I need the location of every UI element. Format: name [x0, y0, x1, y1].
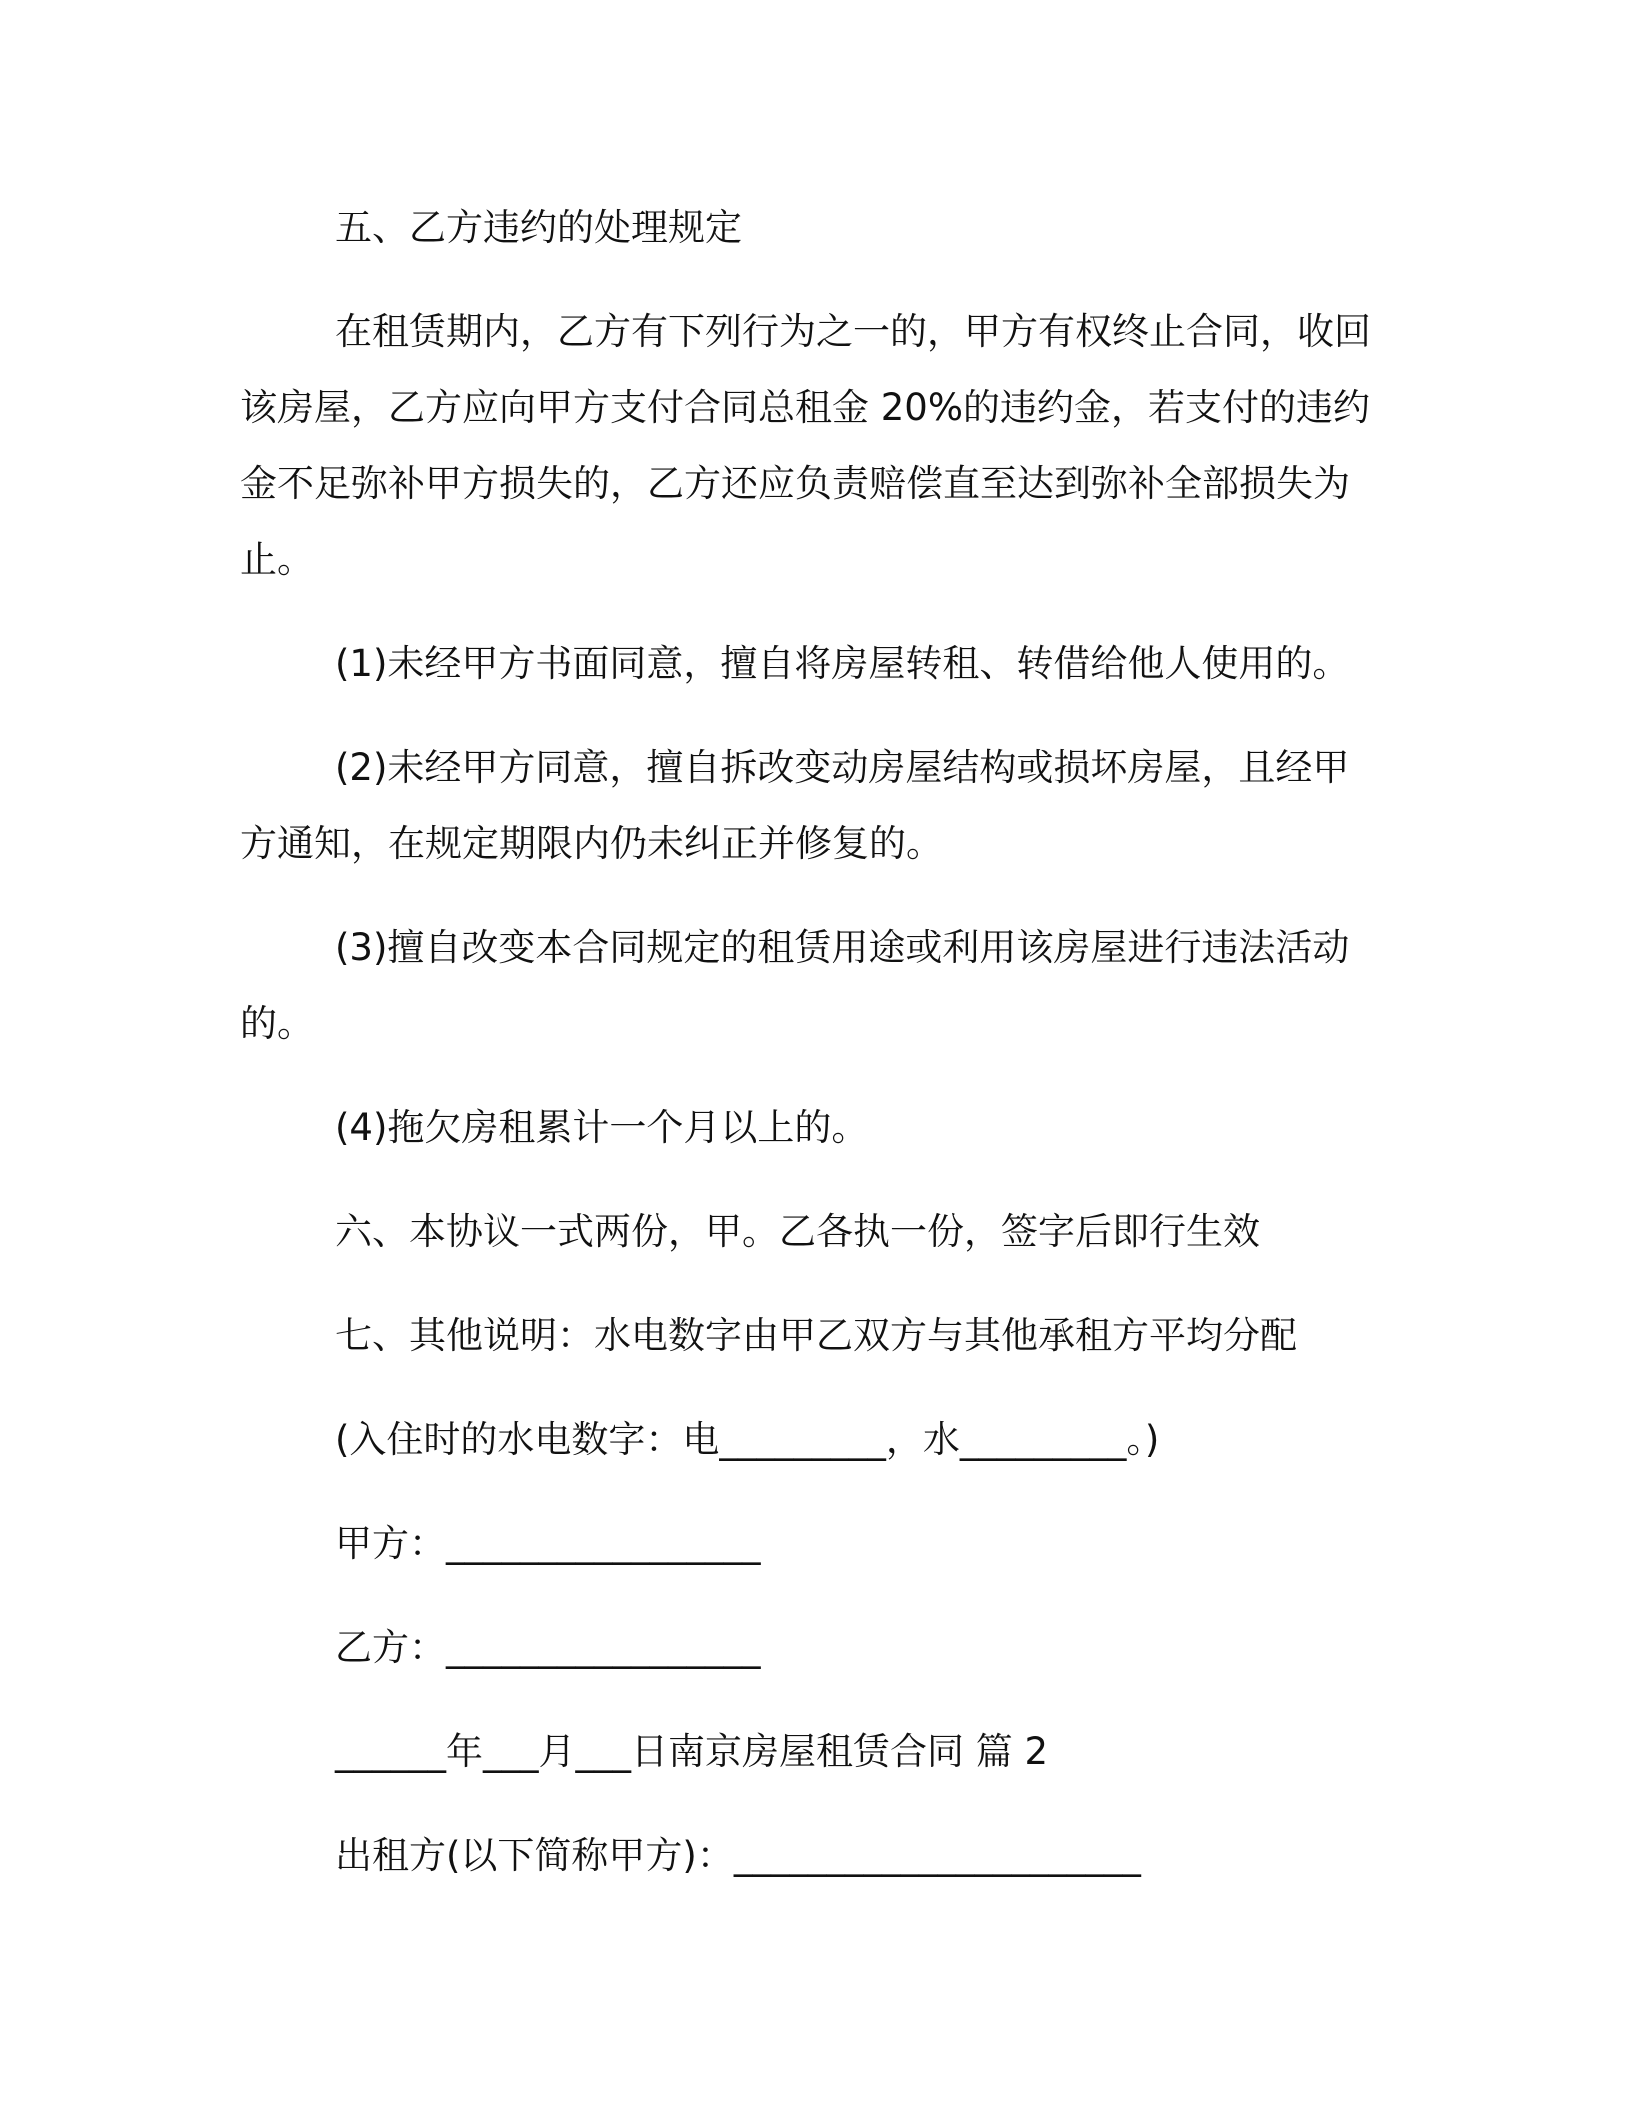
date-and-contract-title: ______年___月___日南京房屋租赁合同 篇 2: [335, 1730, 1049, 1773]
paragraph-breach-intro: 在租赁期内，乙方有下列行为之一的，甲方有权终止合同，收回该房屋，乙方应向甲方支付合同总租金 20%的违约金，若支付的违约金不足弥补甲方损失的，乙方还应负责赔偿直至达到弥补全部损失为止。: [240, 310, 1371, 581]
clause-item-2: (2)未经甲方同意，擅自拆改变动房屋结构或损坏房屋，且经甲方通知，在规定期限内仍未纠正并修复的。: [240, 746, 1350, 865]
document-page: [240, 190, 1380, 1922]
clause-item-4: (4)拖欠房租累计一个月以上的。: [335, 1106, 869, 1149]
lessor-line: 出租方(以下简称甲方)：______________________: [335, 1834, 1141, 1877]
clause-item-3: (3)擅自改变本合同规定的租赁用途或利用该房屋进行违法活动的。: [240, 926, 1350, 1045]
party-b-signature-line: 乙方：_________________: [335, 1626, 761, 1669]
utility-readings-line: (入住时的水电数字：电_________，水_________。): [335, 1418, 1160, 1461]
section-heading-5: 五、乙方违约的处理规定: [335, 206, 742, 249]
section-heading-7: 七、其他说明：水电数字由甲乙双方与其他承租方平均分配: [335, 1314, 1297, 1357]
party-a-signature-line: 甲方：_________________: [335, 1522, 761, 1565]
clause-item-1: (1)未经甲方书面同意，擅自将房屋转租、转借给他人使用的。: [335, 642, 1350, 685]
section-heading-6: 六、本协议一式两份，甲。乙各执一份，签字后即行生效: [335, 1210, 1260, 1253]
